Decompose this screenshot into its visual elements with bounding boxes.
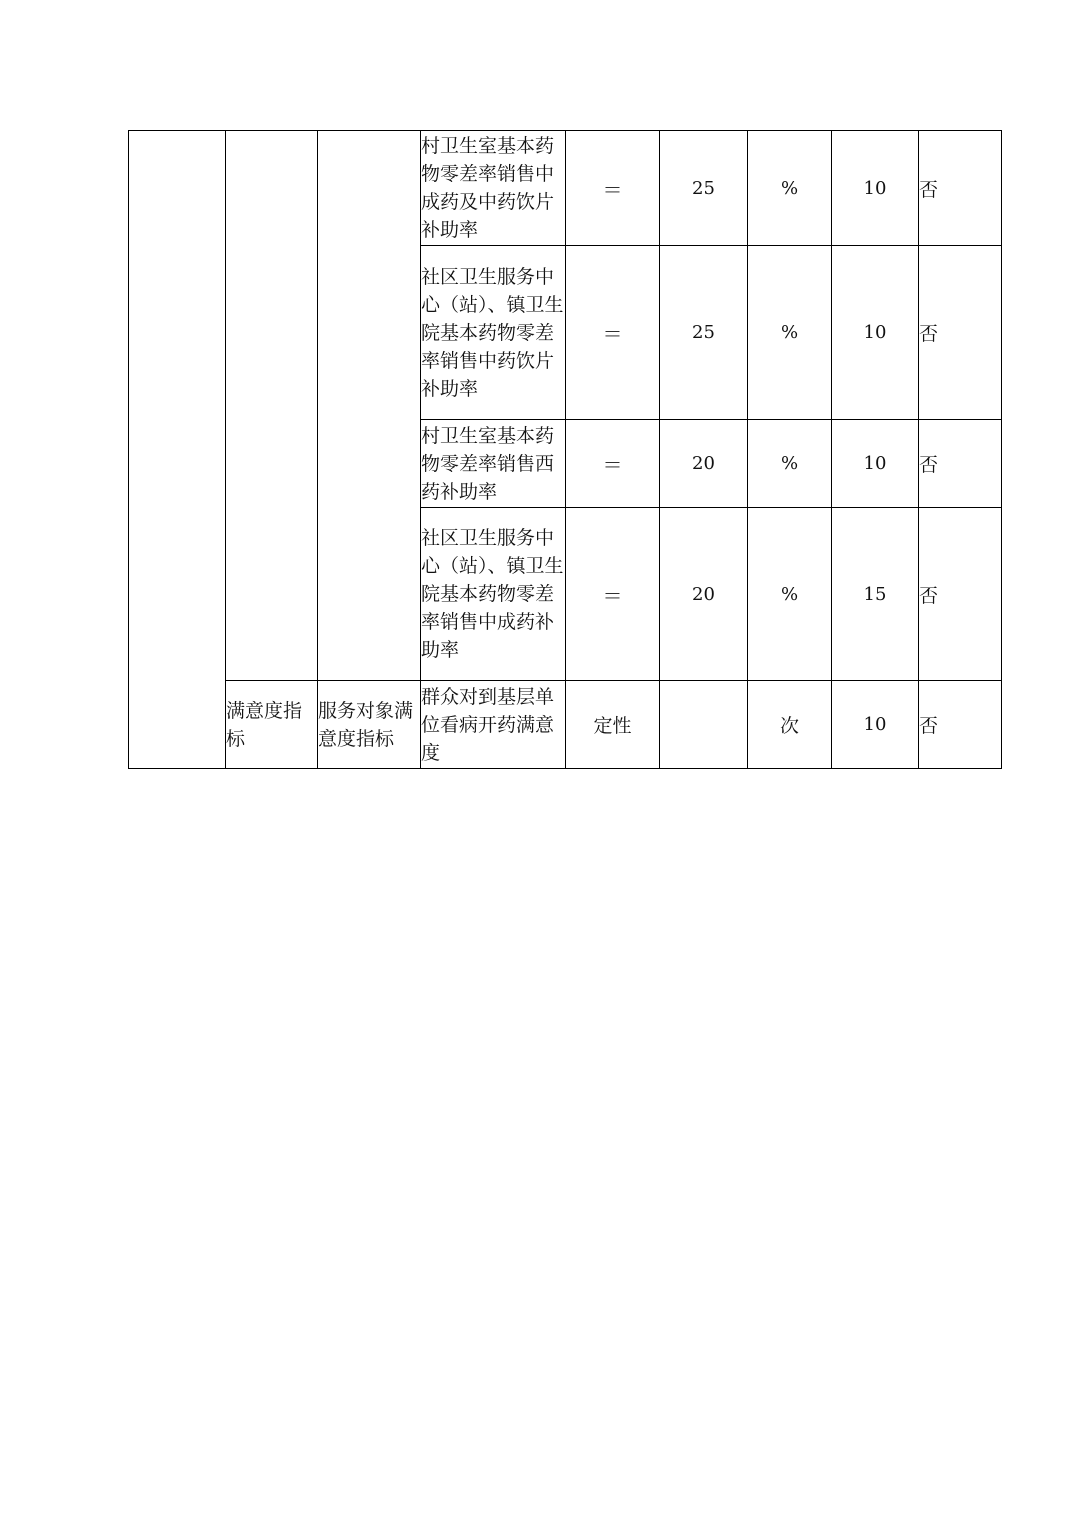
- indicator-name: 社区卫生服务中心（站）、镇卫生院基本药物零差率销售中药饮片补助率: [421, 246, 566, 420]
- indicator-operator: 定性: [566, 681, 660, 769]
- indicator-unit: %: [748, 131, 832, 246]
- indicator-value: 25: [660, 246, 748, 420]
- indicator-value: [660, 681, 748, 769]
- indicator-weight: 15: [832, 508, 919, 681]
- table-row: [129, 681, 1002, 769]
- table-row: [129, 131, 1002, 246]
- indicator-unit: %: [748, 420, 832, 508]
- level3-cell: [318, 131, 421, 681]
- indicator-core: 否: [919, 246, 1002, 420]
- indicator-name: 社区卫生服务中心（站）、镇卫生院基本药物零差率销售中成药补助率: [421, 508, 566, 681]
- indicator-table: [128, 130, 1002, 769]
- indicator-core: 否: [919, 131, 1002, 246]
- indicator-value: 20: [660, 420, 748, 508]
- indicator-weight: 10: [832, 246, 919, 420]
- indicator-core: 否: [919, 681, 1002, 769]
- indicator-operator: ＝: [566, 420, 660, 508]
- level3-label: 服务对象满意度指标: [318, 681, 421, 769]
- indicator-operator: ＝: [566, 508, 660, 681]
- indicator-operator: ＝: [566, 131, 660, 246]
- indicator-unit: 次: [748, 681, 832, 769]
- indicator-name: 村卫生室基本药物零差率销售西药补助率: [421, 420, 566, 508]
- indicator-core: 否: [919, 420, 1002, 508]
- indicator-name: 村卫生室基本药物零差率销售中成药及中药饮片补助率: [421, 131, 566, 246]
- indicator-core: 否: [919, 508, 1002, 681]
- indicator-unit: %: [748, 508, 832, 681]
- indicator-value: 20: [660, 508, 748, 681]
- indicator-value: 25: [660, 131, 748, 246]
- indicator-name: 群众对到基层单位看病开药满意度: [421, 681, 566, 769]
- indicator-unit: %: [748, 246, 832, 420]
- level2-label: 满意度指标: [226, 681, 318, 769]
- indicator-weight: 10: [832, 420, 919, 508]
- indicator-weight: 10: [832, 681, 919, 769]
- level2-cell: [226, 131, 318, 681]
- indicator-operator: ＝: [566, 246, 660, 420]
- indicator-weight: 10: [832, 131, 919, 246]
- level1-cell: [129, 131, 226, 769]
